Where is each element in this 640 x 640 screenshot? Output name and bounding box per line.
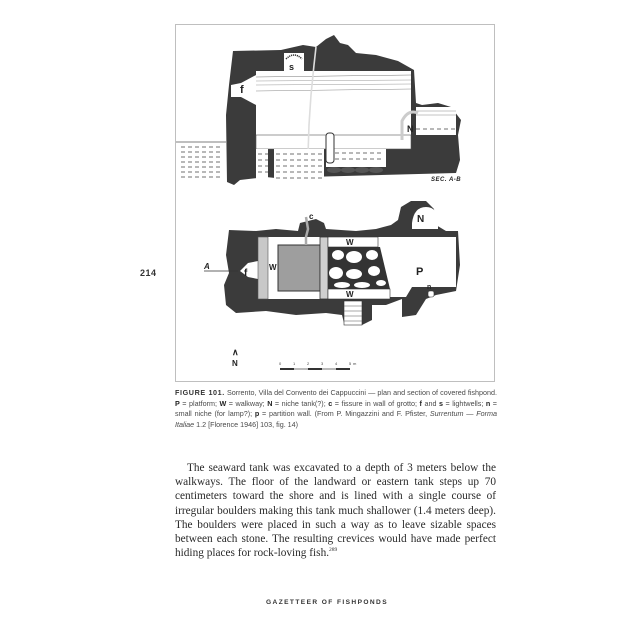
- figure-label: FIGURE 101.: [175, 388, 225, 397]
- caption-text: 1.2 [Florence 1946] 103, fig. 14): [194, 419, 299, 429]
- footnote-reference[interactable]: 289: [329, 547, 338, 554]
- caption-text: Sorrento, Villa del Convento dei Cappuccini — plan and section of covered fishpond.: [224, 388, 498, 397]
- label-fissure-c: c: [309, 212, 314, 221]
- label-section-marker-a: A: [204, 262, 210, 271]
- caption-source-title: Surrentum: [429, 409, 464, 419]
- caption-key: c: [328, 398, 333, 408]
- scale-bar: [280, 368, 350, 370]
- scale-tick-0: 0: [279, 361, 282, 366]
- caption-key: s: [438, 398, 443, 408]
- caption-key: W: [219, 398, 227, 408]
- caption-text: = fissure in wall of grotto;: [332, 398, 420, 408]
- label-niche-tank-section: N: [407, 124, 414, 134]
- caption-key: n: [485, 398, 491, 408]
- label-platform-p: P: [416, 266, 424, 278]
- caption-source-series: Forma Italiae: [175, 409, 497, 429]
- figure-caption: [175, 388, 497, 430]
- label-small-niche-n: n: [427, 284, 432, 291]
- label-lightwell-s: s: [289, 62, 295, 72]
- running-footer: GAZETTEER OF FISHPONDS: [266, 599, 389, 606]
- label-walkway-left: W: [269, 263, 277, 272]
- scale-units: m: [353, 361, 357, 366]
- caption-text: = walkway;: [226, 398, 268, 408]
- caption-text: = partition wall. (From P. Mingazzini and F. Pfister,: [259, 409, 430, 419]
- paragraph-text: The seaward tank was excavated to a depth of 3 meters below the walkways. The floor of the landward or eastern tank steps up 70 centimeters toward the shore and is lined with a single course of irregular boulders making this tank much shallower (1.4 meters deep). The boulders were placed in such a way as to leave sizable spaces between each stone. The resulting crevices would have made perfect hiding places for rock-loving fish.: [175, 462, 496, 560]
- section-label: SEC. A-B: [431, 177, 462, 183]
- caption-text: = niche tank(?);: [272, 398, 329, 408]
- label-walkway-top: W: [346, 238, 354, 247]
- fishpond-plan-and-section-drawing: [176, 25, 496, 383]
- caption-key: N: [267, 398, 273, 408]
- caption-key: f: [419, 398, 422, 408]
- body-paragraph: [175, 461, 496, 560]
- label-walkway-bottom: W: [346, 290, 354, 299]
- scale-tick-5: 5: [349, 361, 352, 366]
- page-number: 214: [140, 268, 157, 278]
- caption-text: = small niche (for lamp?);: [175, 398, 497, 419]
- caption-text: and: [421, 398, 439, 408]
- scale-tick-3: 3: [321, 361, 324, 366]
- north-label: N: [232, 359, 238, 368]
- caption-text: = platform;: [179, 398, 220, 408]
- scale-tick-2: 2: [307, 361, 310, 366]
- figure-101: [175, 24, 495, 382]
- label-lightwell-f-plan: f: [244, 268, 248, 279]
- caption-key: p: [254, 409, 260, 419]
- north-arrow-icon: ∧: [232, 347, 239, 357]
- scale-tick-1: 1: [293, 361, 296, 366]
- label-niche-tank-plan: N: [417, 214, 425, 225]
- caption-text: —: [463, 409, 477, 419]
- label-lightwell-f-section: f: [240, 84, 244, 96]
- scale-tick-4: 4: [335, 361, 338, 366]
- caption-key: P: [175, 398, 180, 408]
- caption-text: = lightwells;: [442, 398, 486, 408]
- section-drawing: [176, 35, 461, 185]
